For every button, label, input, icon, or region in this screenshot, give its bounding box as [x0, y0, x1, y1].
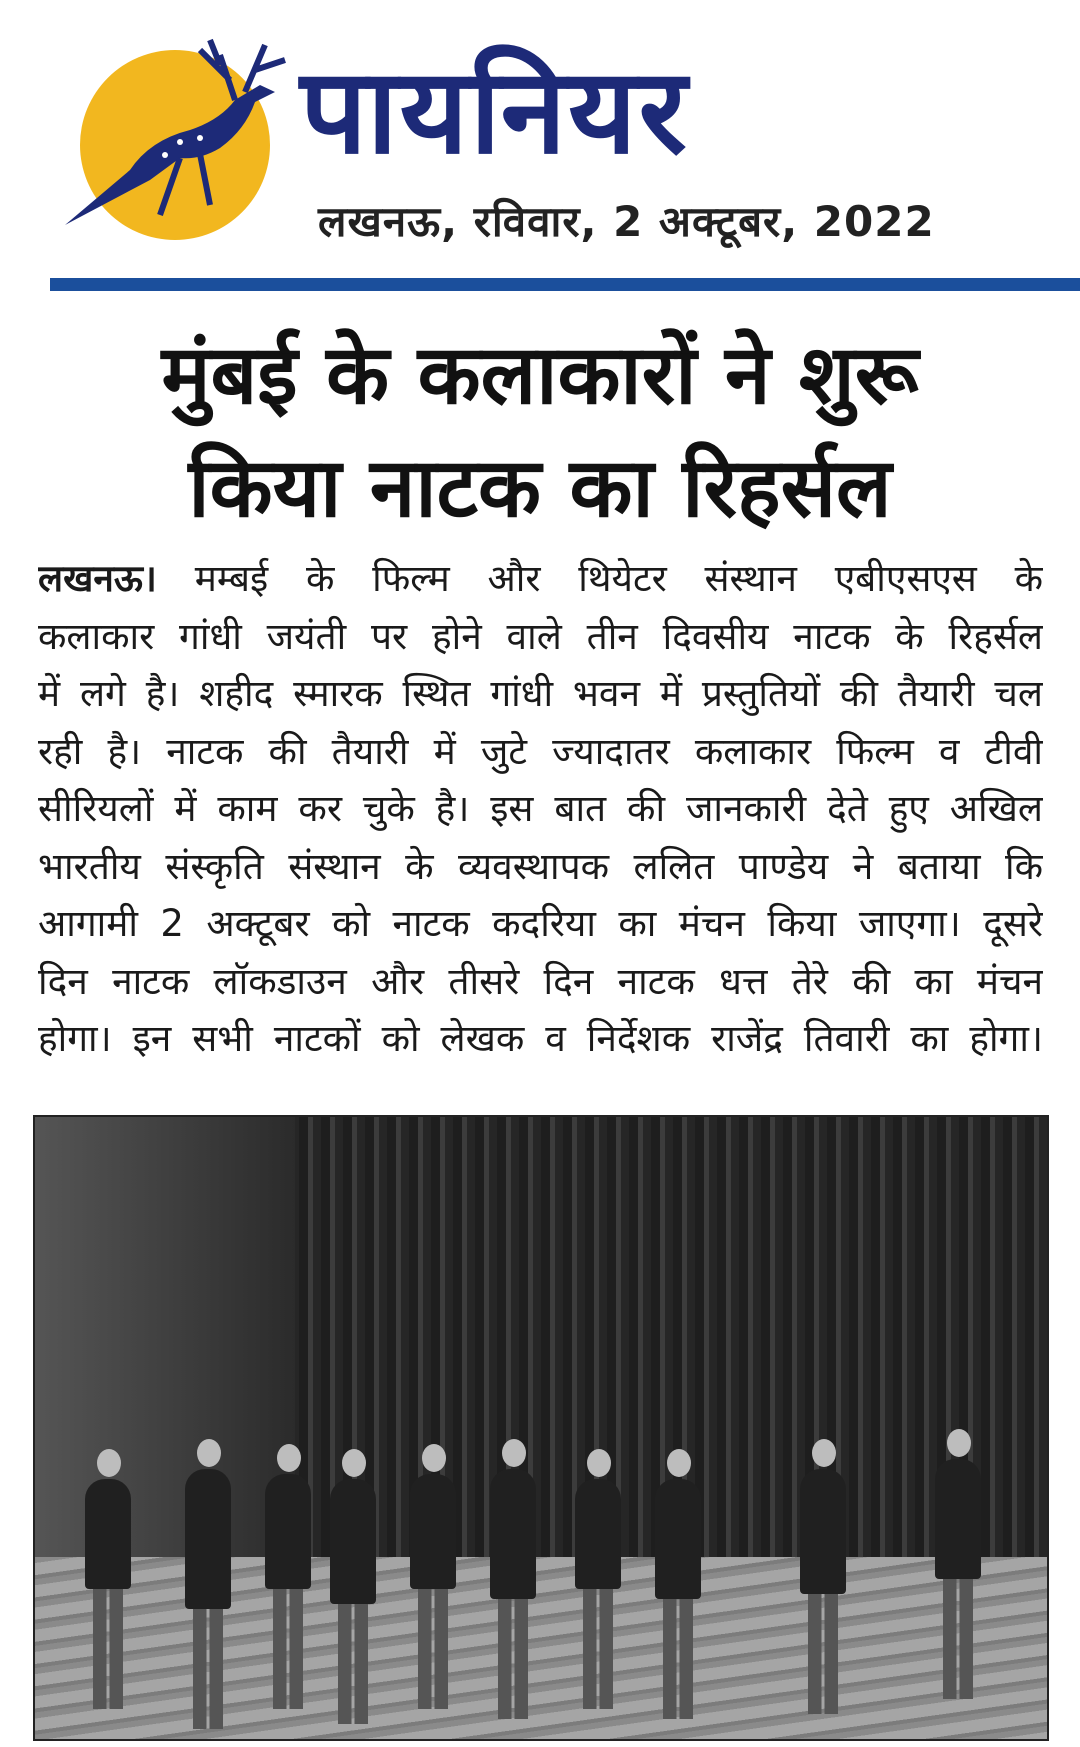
body-line: कलाकार गांधी जयंती पर होने वाले तीन दिवसीय नाटक के रिहर्सल — [38, 614, 1043, 658]
dateline: लखनऊ, रविवार, 2 अक्टूबर, 2022 — [318, 197, 935, 246]
actor-figure — [185, 1469, 231, 1609]
dateline-lead: लखनऊ। — [38, 557, 157, 600]
masthead-title: पायनियर — [300, 42, 689, 180]
body-line: में लगे है। शहीद स्मारक स्थित गांधी भवन में प्रस्तुतियों की तैयारी चल — [38, 672, 1043, 715]
actor-figure — [265, 1474, 311, 1589]
body-line: दिन नाटक लॉकडाउन और तीसरे दिन नाटक धत्त तेरे की का मंचन — [38, 959, 1043, 1003]
actor-figure — [85, 1479, 131, 1589]
actor-figure — [490, 1469, 536, 1599]
article-body — [38, 550, 1043, 1068]
actor-figure — [655, 1479, 701, 1599]
masthead-divider — [50, 278, 1080, 291]
stage-wing — [35, 1117, 295, 1577]
body-line: सीरियलों में काम कर चुके है। इस बात की जानकारी देते हुए अखिल — [38, 787, 1043, 830]
actor-figure — [800, 1469, 846, 1594]
actor-figure — [410, 1474, 456, 1589]
pioneer-logo — [60, 30, 290, 240]
actor-figure — [330, 1479, 376, 1604]
rehearsal-photo — [33, 1115, 1049, 1741]
actor-figure — [575, 1479, 621, 1589]
actor-figure — [935, 1459, 981, 1579]
body-line: लखनऊ। मम्बई के फिल्म और थियेटर संस्थान एबीएसएस के — [38, 557, 1043, 600]
body-line: आगामी 2 अक्टूबर को नाटक कदरिया का मंचन किया जाएगा। दूसरे — [38, 902, 1043, 945]
body-line: रही है। नाटक की तैयारी में जुटे ज्यादातर कलाकार फिल्म व टीवी — [38, 729, 1043, 773]
headline-line-1: मुंबई के कलाकारों ने शुरू — [161, 328, 919, 423]
headline-line-2: किया नाटक का रिहर्सल — [188, 441, 892, 536]
body-line: होगा। इन सभी नाटकों को लेखक व निर्देशक राजेंद्र तिवारी का होगा। — [38, 1017, 1043, 1060]
body-line: भारतीय संस्कृति संस्थान के व्यवस्थापक ललित पाण्डेय ने बताया कि — [38, 844, 1043, 888]
